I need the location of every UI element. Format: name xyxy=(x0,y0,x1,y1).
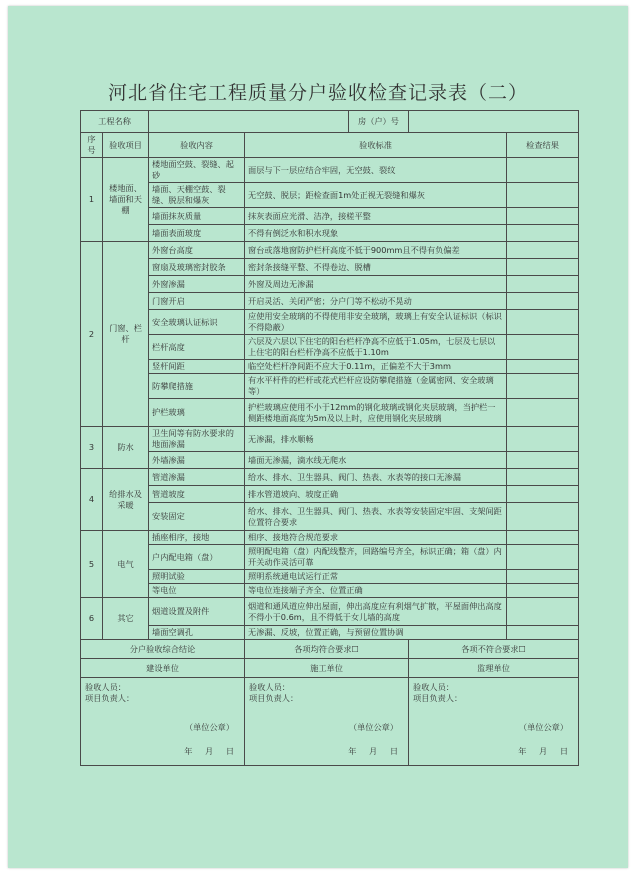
row-standard: 窗台或落地窗防护栏杆高度不低于900mm且不得有负偏差 xyxy=(245,242,507,259)
group-name: 门窗、栏杆 xyxy=(103,242,149,427)
table-row xyxy=(81,570,579,584)
room-number-value[interactable] xyxy=(409,111,579,133)
row-standard: 无渗漏、反坡，位置正确，与预留位置协调 xyxy=(245,626,507,640)
row-content: 栏杆高度 xyxy=(149,335,245,360)
row-standard: 应使用安全玻璃的不得使用非安全玻璃，玻璃上有安全认证标识（标识不得隐蔽） xyxy=(245,310,507,335)
row-content: 墙面抹灰质量 xyxy=(149,208,245,225)
table-row xyxy=(81,225,579,242)
table-row xyxy=(81,469,579,486)
row-result[interactable] xyxy=(507,360,579,374)
row-result[interactable] xyxy=(507,310,579,335)
row-standard: 密封条接缝平整、不得卷边、脱槽 xyxy=(245,259,507,276)
row-content: 照明试验 xyxy=(149,570,245,584)
leader-label: 项目负责人： xyxy=(85,693,135,703)
table-row xyxy=(81,310,579,335)
table-row xyxy=(81,486,579,503)
row-standard: 抹灰表面应光滑、洁净，接槎平整 xyxy=(245,208,507,225)
date-label: 年 月 日 xyxy=(184,746,235,756)
table-row xyxy=(81,335,579,360)
row-result[interactable] xyxy=(507,259,579,276)
project-name-value[interactable] xyxy=(149,111,349,133)
date-label: 年 月 日 xyxy=(518,746,569,756)
row-standard: 烟道和通风道应伸出屋面，伸出高度应有利烟气扩散，平屋面伸出高度不得小于0.6m，且不得低于女儿墙的高度 xyxy=(245,598,507,626)
row-result[interactable] xyxy=(507,225,579,242)
row-content: 竖杆间距 xyxy=(149,360,245,374)
stamp-label: （单位公章） xyxy=(184,722,235,732)
unit-supervisor-label: 监理单位 xyxy=(409,659,579,678)
col-content: 验收内容 xyxy=(149,133,245,158)
unit-construction-label: 建设单位 xyxy=(81,659,245,678)
table-row xyxy=(81,242,579,259)
row-result[interactable] xyxy=(507,374,579,399)
row-standard: 外窗及周边无渗漏 xyxy=(245,276,507,293)
row-standard: 无渗漏，排水顺畅 xyxy=(245,427,507,452)
table-row xyxy=(81,626,579,640)
group-seq: 5 xyxy=(81,531,103,598)
room-number-label: 房（户）号 xyxy=(349,111,409,133)
group-seq: 3 xyxy=(81,427,103,469)
summary-label: 分户验收综合结论 xyxy=(81,640,245,659)
row-content: 户内配电箱（盘） xyxy=(149,545,245,570)
units-header-row xyxy=(81,659,579,678)
row-standard: 不得有倒泛水和积水现象 xyxy=(245,225,507,242)
summary-not-meets-checkbox[interactable]: 各项不符合要求☐ xyxy=(409,640,579,659)
row-content: 门窗开启 xyxy=(149,293,245,310)
row-content: 窗扇及玻璃密封胶条 xyxy=(149,259,245,276)
row-content: 等电位 xyxy=(149,584,245,598)
row-result[interactable] xyxy=(507,531,579,545)
row-result[interactable] xyxy=(507,276,579,293)
row-content: 安全玻璃认证标识 xyxy=(149,310,245,335)
row-result[interactable] xyxy=(507,293,579,310)
leader-label: 项目负责人： xyxy=(413,693,463,703)
group-name: 楼地面、墙面和天棚 xyxy=(103,158,149,242)
row-content: 防攀爬措施 xyxy=(149,374,245,399)
group-seq: 1 xyxy=(81,158,103,242)
row-standard: 六层及六层以下住宅的阳台栏杆净高不应低于1.05m，七层及七层以上住宅的阳台栏杆净高不应低于1.10m xyxy=(245,335,507,360)
row-standard: 给水、排水、卫生器具、阀门、热表、水表等的接口无渗漏 xyxy=(245,469,507,486)
stamp-label: （单位公章） xyxy=(518,722,569,732)
row-content: 外墙渗漏 xyxy=(149,452,245,469)
table-row xyxy=(81,452,579,469)
row-result[interactable] xyxy=(507,503,579,531)
inspector-label: 验收人员： xyxy=(249,682,290,692)
group-name: 电气 xyxy=(103,531,149,598)
row-standard: 开启灵活、关闭严密；分户门等不松动不晃动 xyxy=(245,293,507,310)
row-standard: 护栏玻璃应使用不小于12mm的钢化玻璃或钢化夹层玻璃，当护栏一侧距楼地面高度为5m及以上时，应使用钢化夹层玻璃 xyxy=(245,399,507,427)
row-content: 护栏玻璃 xyxy=(149,399,245,427)
row-content: 卫生间等有防水要求的地面渗漏 xyxy=(149,427,245,452)
table-row xyxy=(81,158,579,183)
table-row xyxy=(81,259,579,276)
row-result[interactable] xyxy=(507,626,579,640)
signature-block-builder[interactable] xyxy=(245,678,409,766)
table-row xyxy=(81,427,579,452)
row-result[interactable] xyxy=(507,452,579,469)
col-seq: 序号 xyxy=(81,133,103,158)
group-seq: 2 xyxy=(81,242,103,427)
row-standard: 等电位连接端子齐全、位置正确 xyxy=(245,584,507,598)
row-result[interactable] xyxy=(507,486,579,503)
row-content: 插座相序，接地 xyxy=(149,531,245,545)
row-standard: 临空处栏杆净间距不应大于0.11m，正偏差不大于3mm xyxy=(245,360,507,374)
summary-row xyxy=(81,640,579,659)
row-standard: 面层与下一层应结合牢固，无空鼓、裂纹 xyxy=(245,158,507,183)
row-standard: 无空鼓、脱层；距检查面1m处正视无裂缝和爆灰 xyxy=(245,183,507,208)
table-row xyxy=(81,183,579,208)
inspector-label: 验收人员： xyxy=(85,682,126,692)
summary-meets-checkbox[interactable]: 各项均符合要求☐ xyxy=(245,640,409,659)
date-label: 年 月 日 xyxy=(348,746,399,756)
row-content: 墙面空调孔 xyxy=(149,626,245,640)
group-seq: 6 xyxy=(81,598,103,640)
table-row xyxy=(81,399,579,427)
row-result[interactable] xyxy=(507,158,579,183)
col-item: 验收项目 xyxy=(103,133,149,158)
row-content: 外窗渗漏 xyxy=(149,276,245,293)
project-name-label: 工程名称 xyxy=(81,111,149,133)
row-standard: 排水管道坡向、坡度正确 xyxy=(245,486,507,503)
signature-block-supervisor[interactable] xyxy=(409,678,579,766)
row-standard: 照明配电箱（盘）内配线整齐，回路编号齐全，标识正确；箱（盘）内开关动作灵活可靠 xyxy=(245,545,507,570)
row-result[interactable] xyxy=(507,399,579,427)
row-result[interactable] xyxy=(507,335,579,360)
row-standard: 墙面无渗漏，滴水线无爬水 xyxy=(245,452,507,469)
table-row xyxy=(81,360,579,374)
group-name: 防水 xyxy=(103,427,149,469)
row-standard: 照明系统通电试运行正常 xyxy=(245,570,507,584)
row-content: 墙面、天棚空鼓、裂缝、脱层和爆灰 xyxy=(149,183,245,208)
table-row xyxy=(81,531,579,545)
header-row-project xyxy=(81,111,579,133)
table-row xyxy=(81,208,579,225)
row-standard: 有水平杆件的栏杆或花式栏杆应设防攀爬措施（金属密网、安全玻璃等） xyxy=(245,374,507,399)
row-content: 烟道设置及附件 xyxy=(149,598,245,626)
row-standard: 相序、接地符合规范要求 xyxy=(245,531,507,545)
leader-label: 项目负责人： xyxy=(249,693,299,703)
row-result[interactable] xyxy=(507,469,579,486)
row-result[interactable] xyxy=(507,242,579,259)
inspector-label: 验收人员： xyxy=(413,682,454,692)
row-result[interactable] xyxy=(507,598,579,626)
signature-block-construction[interactable] xyxy=(81,678,245,766)
table-row xyxy=(81,276,579,293)
row-result[interactable] xyxy=(507,183,579,208)
row-content: 墙面表面玻度 xyxy=(149,225,245,242)
table-row xyxy=(81,503,579,531)
unit-builder-label: 施工单位 xyxy=(245,659,409,678)
signature-row xyxy=(81,678,579,766)
column-header-row xyxy=(81,133,579,158)
table-row xyxy=(81,584,579,598)
row-content: 管道坡度 xyxy=(149,486,245,503)
group-name: 其它 xyxy=(103,598,149,640)
row-content: 安装固定 xyxy=(149,503,245,531)
inspection-table xyxy=(80,110,579,766)
col-result: 检查结果 xyxy=(507,133,579,158)
row-result[interactable] xyxy=(507,570,579,584)
group-seq: 4 xyxy=(81,469,103,531)
row-standard: 给水、排水、卫生器具、阀门、热表、水表等安装固定牢固、支架间距位置符合要求 xyxy=(245,503,507,531)
col-standard: 验收标准 xyxy=(245,133,507,158)
stamp-label: （单位公章） xyxy=(348,722,399,732)
page-title: 河北省住宅工程质量分户验收检查记录表（二） xyxy=(107,82,528,104)
row-content: 管道渗漏 xyxy=(149,469,245,486)
table-row xyxy=(81,374,579,399)
row-content: 外窗台高度 xyxy=(149,242,245,259)
row-result[interactable] xyxy=(507,584,579,598)
group-name: 给排水及采暖 xyxy=(103,469,149,531)
row-result[interactable] xyxy=(507,208,579,225)
form-sheet xyxy=(8,6,628,868)
table-row xyxy=(81,545,579,570)
row-result[interactable] xyxy=(507,545,579,570)
row-result[interactable] xyxy=(507,427,579,452)
table-row xyxy=(81,598,579,626)
row-content: 楼地面空鼓、裂缝、起砂 xyxy=(149,158,245,183)
table-row xyxy=(81,293,579,310)
